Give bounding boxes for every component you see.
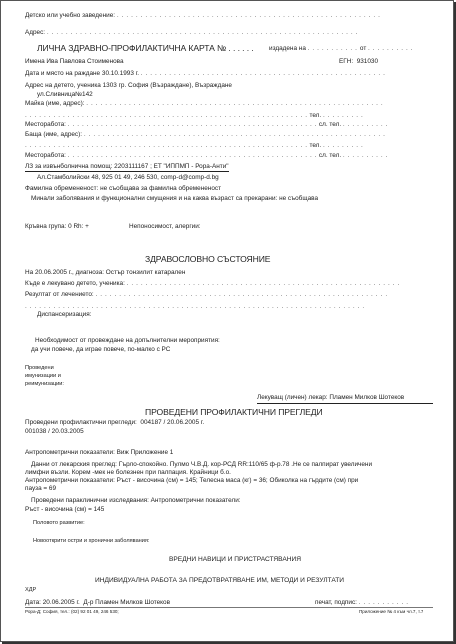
physical-development: Половото развитие:	[33, 520, 85, 526]
gp-address: Ал.Стамболийски 48, 925 01 49, 246 530, comp-d@comp-d.bg	[37, 174, 219, 181]
exams-line: Проведени профилактични прегледи: 004187 / 20.06.2005 г.	[25, 419, 205, 426]
kindergarten-line: Детско или учебно заведение: . . . . . . . . . . . . . . . . . . . . . . . . . . . . . . . . . . . . . . . . . . . . . . . . . . . . . . . .	[25, 12, 381, 19]
mother-work: Месторабота: . . . . . . . . . . . . . . . . . . . . . . . . . . . . . . . . . . . . . . . . . . . . . . . . . . . . . сл. тел. . . . . . . . . . .	[25, 121, 389, 128]
father-line-2: . . . . . . . . . . . . . . . . . . . . . . . . . . . . . . . . . . . . . . . . . . . . . . . . . . . . . . . . . . . . тел. . . . . . . . . .	[25, 142, 364, 149]
issued-line: издадена на . . . . . . . . . . . от . . . . . . . . . .	[269, 45, 414, 52]
prevention-title: ПРОВЕДЕНИ ПРОФИЛАКТИЧНИ ПРЕГЛЕДИ	[145, 407, 323, 417]
additional-value: да учи повече, да играе повече, по-малко с PC	[31, 346, 171, 353]
child-address: Адрес на детето, ученика 1303 гр. София (Възраждане), Възраждане	[25, 82, 232, 89]
footer-appendix: Приложение № 4 към чл.7, т.7	[359, 609, 424, 614]
child-egn: ЕГН: 931030	[339, 58, 379, 65]
anthro-ref: Антропометрични показатели: Виж Приложение 1	[25, 449, 174, 456]
father-work: Месторабота: . . . . . . . . . . . . . . . . . . . . . . . . . . . . . . . . . . . . . . . . . . . . . . . . . . . . . сл. тел. . . . . . . . . . .	[25, 152, 389, 159]
gp-line: ЛЗ за извънболнична помощ: 2203111167 ; ЕТ "ИППМП - Рора-Анти"	[25, 163, 229, 170]
address-line: Адрес: . . . . . . . . . . . . . . . . . . . . . . . . . . . . . . . . . . . . . . . . . . . . . . . . . . . . . . . . . . . . . . . . . .	[25, 29, 359, 36]
footer-publisher: Рора-Д; София, тел.: (02) 92 01 49, 246 530;	[25, 609, 119, 614]
treating-doctor: Лекуващ (личен) лекар: Пламен Милков Шотеков	[257, 394, 405, 401]
card-title: ЛИЧНА ЗДРАВНО-ПРОФИЛАКТИЧНА КАРТА № . . . . . .	[37, 43, 254, 53]
diagnosis-line: На 20.06.2005 г., диагноза: Остър тонзилит катарален	[25, 269, 186, 276]
anthro-values-2: пауза = 69	[25, 485, 57, 492]
dispensary: Диспансеризация:	[37, 311, 92, 318]
stamp-signature: печат, подпис: . . . . . . . . . . .	[315, 599, 409, 606]
paraclinical-value: Ръст - височина (см) = 145	[25, 506, 105, 513]
treatment-result: Резултат от лечението: . . . . . . . . . . . . . . . . . . . . . . . . . . . . . . . . . . . . . . . . . . . . . . . . . . . . . . . . . . . . . .	[25, 291, 388, 298]
child-address-street: ул.Сливница№142	[37, 91, 93, 98]
new-diseases: Новооткрити остри и хронични заболявания:	[33, 538, 150, 544]
mother-line-2: . . . . . . . . . . . . . . . . . . . . . . . . . . . . . . . . . . . . . . . . . . . . . . . . . . . . . . . . . . . . тел. . . . . . . . . .	[25, 112, 364, 119]
anthro-values: Антропометрични показатели: Ръст - височина (см) = 145; Телесна маса (кг) = 36; Обиколка на гърдите (см) при	[25, 477, 359, 484]
health-title: ЗДРАВОСЛОВНО СЪСТОЯНИЕ	[145, 254, 271, 264]
individual-work-title: ИНДИВИДУАЛНА РАБОТА ЗА ПРЕДОТВРАТЯВАНЕ ИМ, МЕТОДИ И РЕЗУЛТАТИ	[95, 577, 345, 584]
paraclinical-line: Проведени параклинични изследвания: Антропометрични показатели:	[31, 497, 241, 504]
treated-where: Къде е лекувано детето, ученика: . . . . . . . . . . . . . . . . . . . . . . . . . . . . . . . . . . . . . . . . . . . . . . . . . . . . . . . . . .	[25, 280, 400, 287]
treatment-result-2: . . . . . . . . . . . . . . . . . . . . . . . . . . . . . . . . . . . . . . . . . . . . . . . . . . . . . . . . . . . . . . . . . . . . . . . .	[25, 303, 365, 310]
child-birth: Дата и място на раждане 30.10.1993 г. . . . . . . . . . . . . . . . . . . . . . . . . . . . . . . . . . . . . . . . . . . . . . . . . . . . .	[25, 70, 386, 77]
footer-date: Дата: 20.06.2005 г. Д-р Пламен Милков Шотеков	[25, 599, 171, 606]
immunizations-label-3: реимунизации:	[25, 381, 64, 387]
allergy-line: Непоносимост, алергии:	[129, 223, 201, 230]
family-history: Фамилна обремененост: не съобщава за фамилна обремененост	[25, 185, 222, 192]
immunizations-label-2: имунизации и	[25, 373, 61, 379]
doctor-underline	[257, 403, 433, 404]
exams-line-2: 001038 / 20.03.2005	[25, 428, 84, 435]
blood-group: Кръвна група: 0 Rh: +	[25, 223, 89, 230]
hdr-label: ХДР	[25, 587, 37, 593]
mother-line: Майка (име, адрес): . . . . . . . . . . . . . . . . . . . . . . . . . . . . . . . . . . . . . . . . . . . . . . . . . . . . . . . . . . . . . . .	[25, 100, 384, 107]
exam-findings-2: лимфни възли. Корем -мек не болезнен при палпация. Крайници б.о.	[25, 469, 231, 476]
past-illness: Минали заболявания и функционални смущения и на каква възраст са прекарани: не съобщава	[31, 195, 319, 202]
habits-title: ВРЕДНИ НАВИЦИ И ПРИСТРАСТЯВАНИЯ	[169, 556, 301, 563]
immunizations-label: Проведени	[25, 365, 54, 371]
father-line: Баща (име, адрес): . . . . . . . . . . . . . . . . . . . . . . . . . . . . . . . . . . . . . . . . . . . . . . . . . . . . . . . . . . . . . . . .	[25, 131, 386, 138]
exam-findings: Данни от лекарския преглед: Гърло-спокойно. Пулмо Ч.В.Д. кор-РСД RR:110/65 ф-р.78 .Не се палпират увеличени	[31, 461, 373, 468]
child-name: Имена Ива Павлова Стоименова	[25, 58, 124, 65]
additional-measures: Необходимост от провеждане на допълнителни мероприятия:	[35, 337, 220, 344]
